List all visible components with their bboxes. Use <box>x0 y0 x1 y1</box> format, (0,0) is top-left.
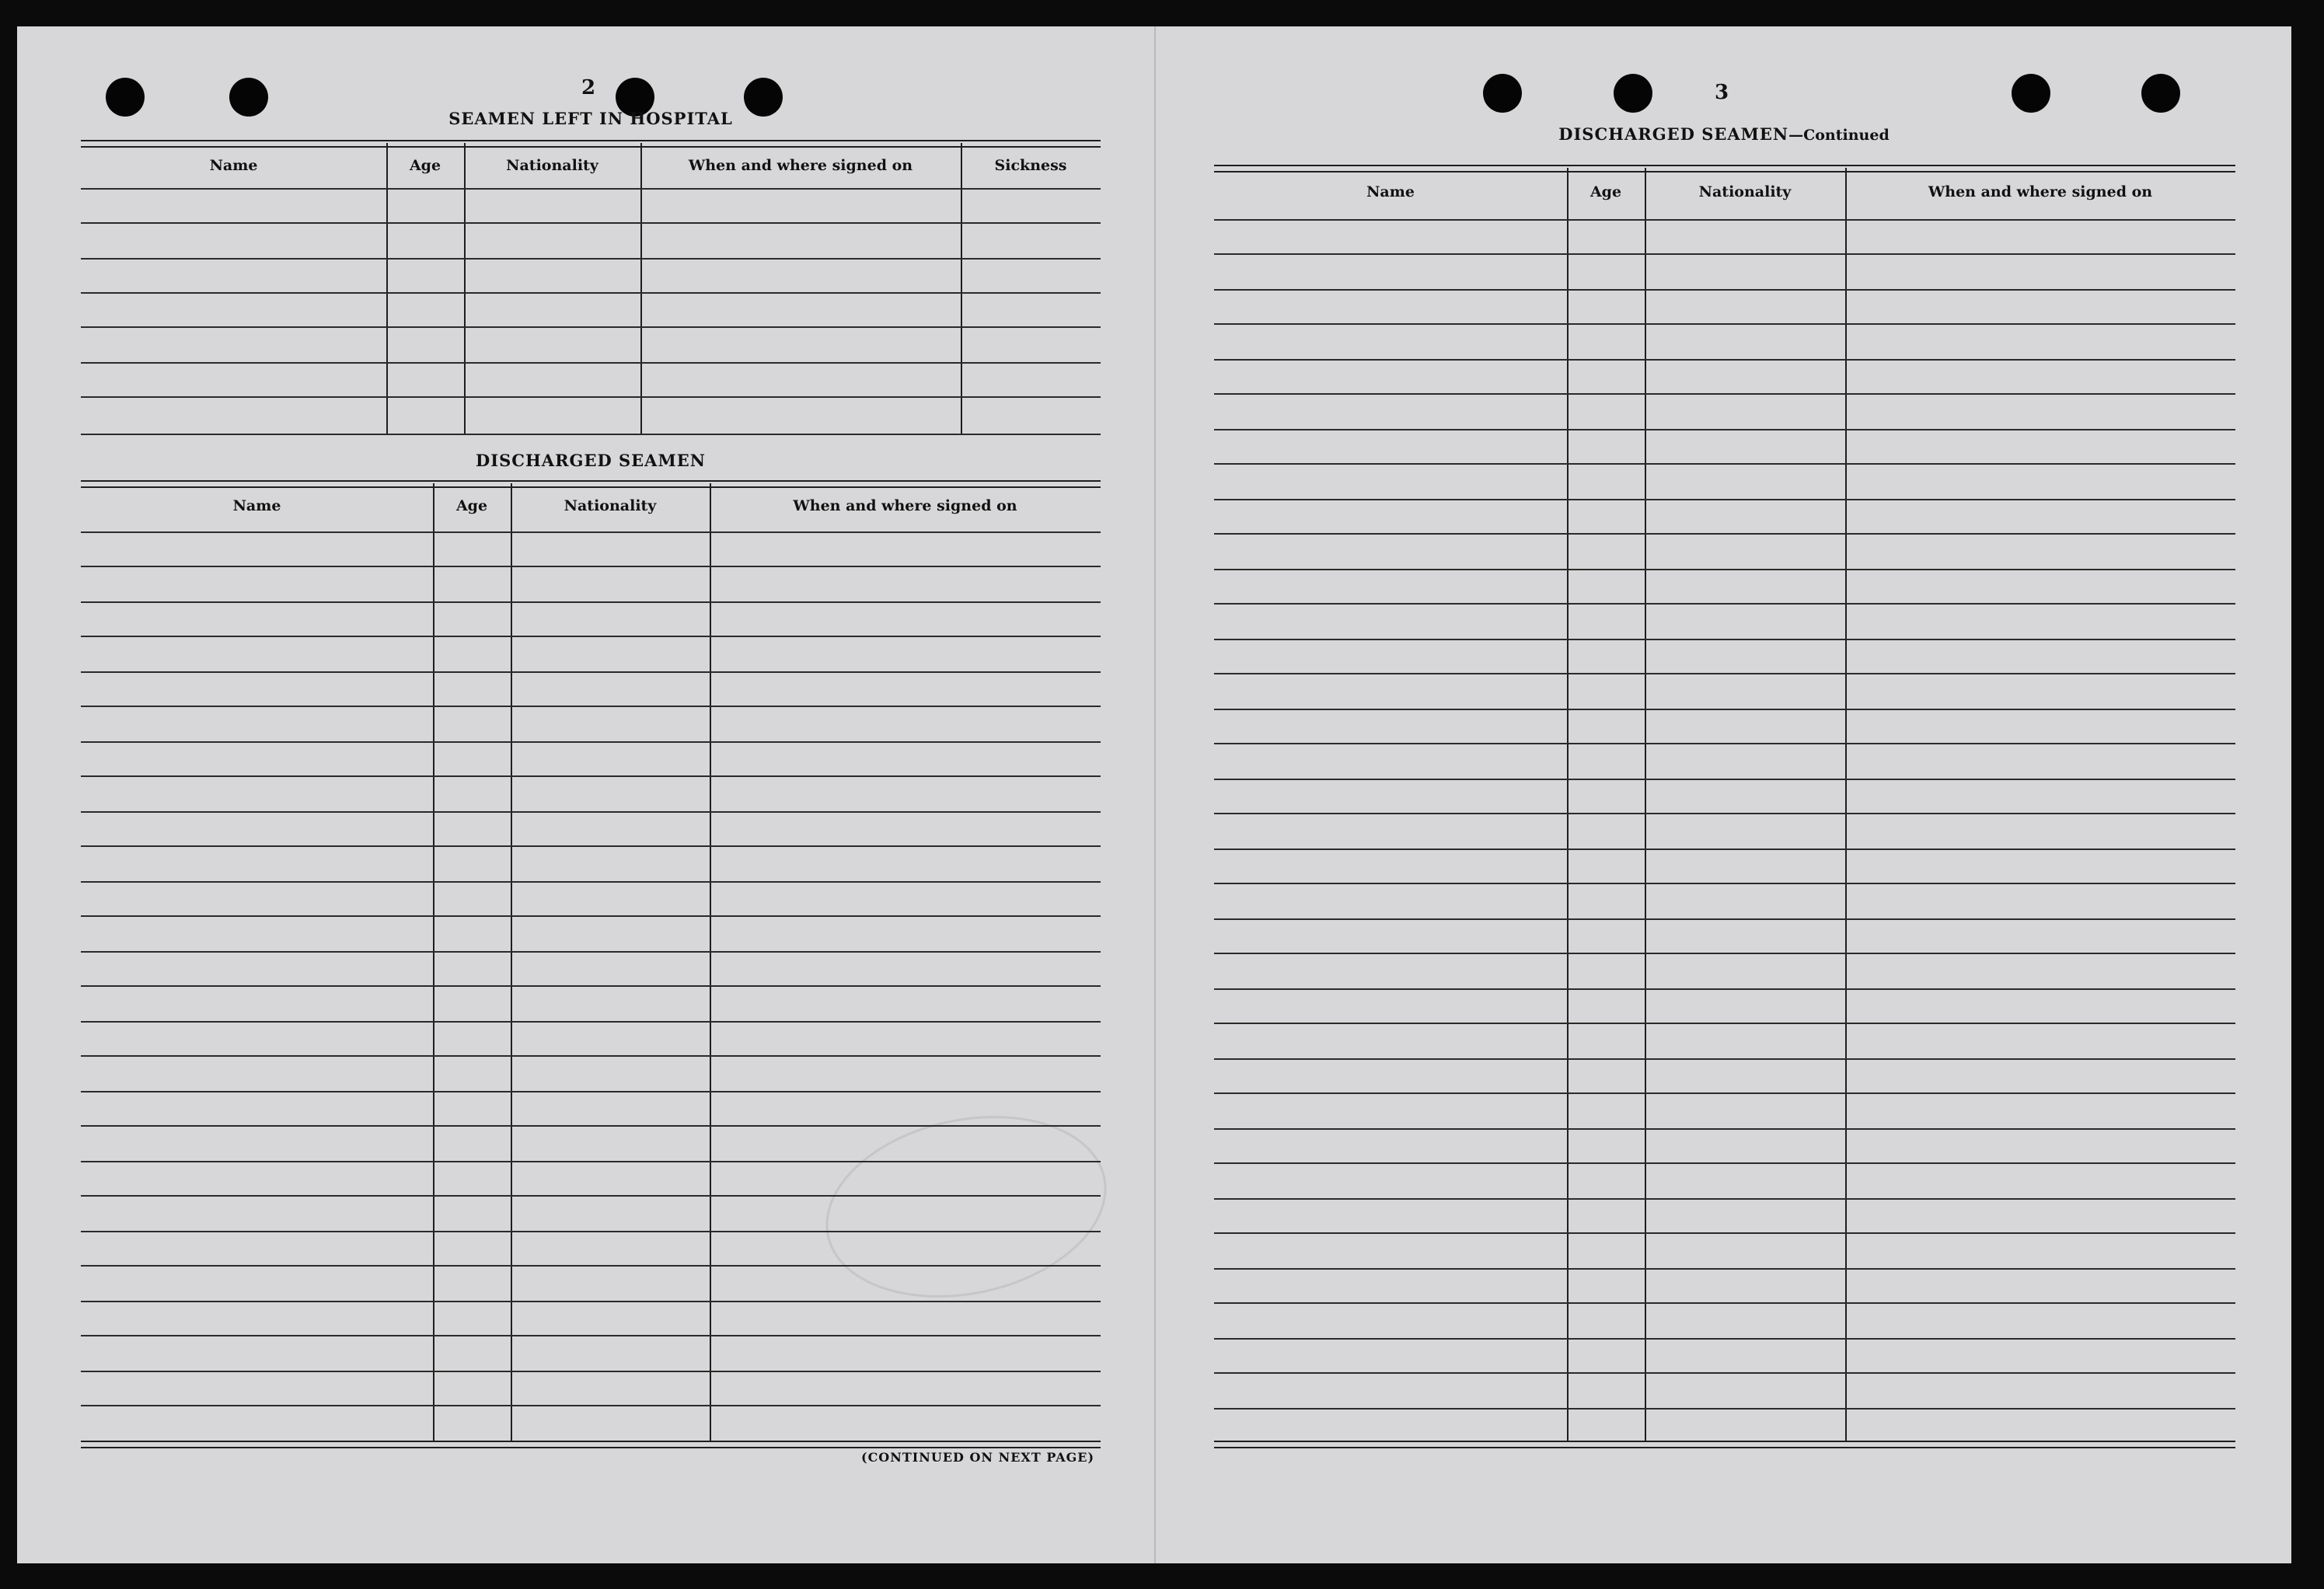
row-rule <box>1214 813 2235 814</box>
column-divider <box>640 143 642 435</box>
row-rule <box>1214 463 2235 465</box>
discharged-continued-title-main: DISCHARGED SEAMEN <box>1558 124 1789 144</box>
row-rule <box>1214 323 2235 325</box>
row-rule <box>1214 1268 2235 1270</box>
row-rule <box>1214 1302 2235 1304</box>
column-header-name: Name <box>232 497 281 514</box>
row-rule <box>1214 673 2235 674</box>
row-rule <box>81 1125 1101 1127</box>
row-rule <box>81 845 1101 847</box>
row-rule <box>1214 1092 2235 1094</box>
row-rule <box>1214 1372 2235 1374</box>
row-rule <box>1214 289 2235 291</box>
row-rule <box>81 741 1101 743</box>
punch-hole <box>229 78 268 117</box>
row-rule <box>81 915 1101 917</box>
row-rule <box>1214 779 2235 780</box>
column-divider <box>464 143 466 435</box>
header-rule <box>81 531 1101 533</box>
row-rule <box>81 1091 1101 1092</box>
hospital-table-title: SEAMEN LEFT IN HOSPITAL <box>448 109 733 128</box>
row-rule <box>1214 533 2235 535</box>
column-header-signed-on: When and where signed on <box>793 497 1017 514</box>
punch-hole <box>1614 74 1652 113</box>
row-rule <box>81 396 1101 398</box>
table-top-rule <box>1214 165 2235 172</box>
row-rule <box>1214 1023 2235 1024</box>
row-rule <box>1214 429 2235 430</box>
header-rule <box>81 188 1101 190</box>
row-rule <box>81 1301 1101 1302</box>
page-fold <box>1154 26 1156 1563</box>
row-rule <box>1214 1408 2235 1410</box>
row-rule <box>1214 499 2235 500</box>
row-rule <box>81 636 1101 637</box>
row-rule <box>1214 988 2235 990</box>
column-header-sickness: Sickness <box>994 157 1067 174</box>
row-rule <box>81 566 1101 567</box>
page-number-right: 3 <box>1715 81 1729 104</box>
row-rule <box>81 222 1101 224</box>
punch-hole <box>1483 74 1522 113</box>
discharged-continued-title <box>1491 124 1957 144</box>
column-divider <box>511 483 512 1442</box>
row-rule <box>81 1055 1101 1057</box>
table-bottom-rule <box>81 1441 1101 1448</box>
column-header-name: Name <box>209 157 258 174</box>
column-header-signed-on: When and where signed on <box>1928 183 2153 200</box>
row-rule <box>1214 1232 2235 1234</box>
row-rule <box>81 1335 1101 1336</box>
row-rule <box>1214 743 2235 744</box>
row-rule <box>81 671 1101 673</box>
column-header-signed-on: When and where signed on <box>688 157 913 174</box>
row-rule <box>81 881 1101 883</box>
table-top-rule <box>81 480 1101 488</box>
row-rule <box>81 362 1101 364</box>
row-rule <box>81 775 1101 777</box>
row-rule <box>1214 1058 2235 1060</box>
column-header-nationality: Nationality <box>1698 183 1792 200</box>
row-rule <box>1214 569 2235 570</box>
row-rule <box>1214 918 2235 920</box>
row-rule <box>81 434 1101 435</box>
row-rule <box>81 985 1101 987</box>
row-rule <box>81 1021 1101 1023</box>
column-header-name: Name <box>1366 183 1415 200</box>
row-rule <box>81 1195 1101 1197</box>
row-rule <box>1214 603 2235 605</box>
row-rule <box>81 326 1101 328</box>
row-rule <box>81 258 1101 260</box>
row-rule <box>81 951 1101 953</box>
row-rule <box>1214 393 2235 395</box>
punch-hole <box>2141 74 2180 113</box>
column-header-age: Age <box>455 497 488 514</box>
row-rule <box>1214 1338 2235 1340</box>
table-top-rule <box>81 140 1101 148</box>
header-rule <box>1214 219 2235 221</box>
row-rule <box>1214 953 2235 954</box>
row-rule <box>1214 253 2235 255</box>
row-rule <box>81 292 1101 294</box>
row-rule <box>81 1161 1101 1162</box>
discharged-table-title: DISCHARGED SEAMEN <box>476 451 706 470</box>
column-divider <box>710 483 711 1442</box>
discharged-table-left <box>81 480 1101 1448</box>
row-rule <box>1214 1198 2235 1200</box>
row-rule <box>81 1265 1101 1267</box>
discharged-table-right <box>1214 165 2235 1448</box>
row-rule <box>1214 1128 2235 1130</box>
row-rule <box>1214 359 2235 361</box>
column-header-nationality: Nationality <box>564 497 657 514</box>
row-rule <box>81 601 1101 603</box>
row-rule <box>81 706 1101 707</box>
continued-footer: (CONTINUED ON NEXT PAGE) <box>861 1450 1095 1465</box>
column-divider <box>433 483 434 1442</box>
discharged-continued-suffix: —Continued <box>1788 127 1890 144</box>
row-rule <box>81 1371 1101 1372</box>
hospital-table <box>81 140 1101 435</box>
punch-hole <box>106 78 145 117</box>
column-divider <box>961 143 962 435</box>
row-rule <box>1214 1162 2235 1164</box>
column-divider <box>386 143 388 435</box>
row-rule <box>1214 849 2235 850</box>
row-rule <box>1214 883 2235 884</box>
row-rule <box>1214 639 2235 640</box>
table-bottom-rule <box>1214 1441 2235 1448</box>
row-rule <box>81 1231 1101 1232</box>
column-header-age: Age <box>1589 183 1622 200</box>
row-rule <box>81 811 1101 813</box>
column-header-nationality: Nationality <box>506 157 598 174</box>
row-rule <box>81 1405 1101 1406</box>
column-header-age: Age <box>409 157 441 174</box>
punch-hole <box>2012 74 2050 113</box>
page-number-left: 2 <box>581 76 596 99</box>
row-rule <box>1214 709 2235 710</box>
